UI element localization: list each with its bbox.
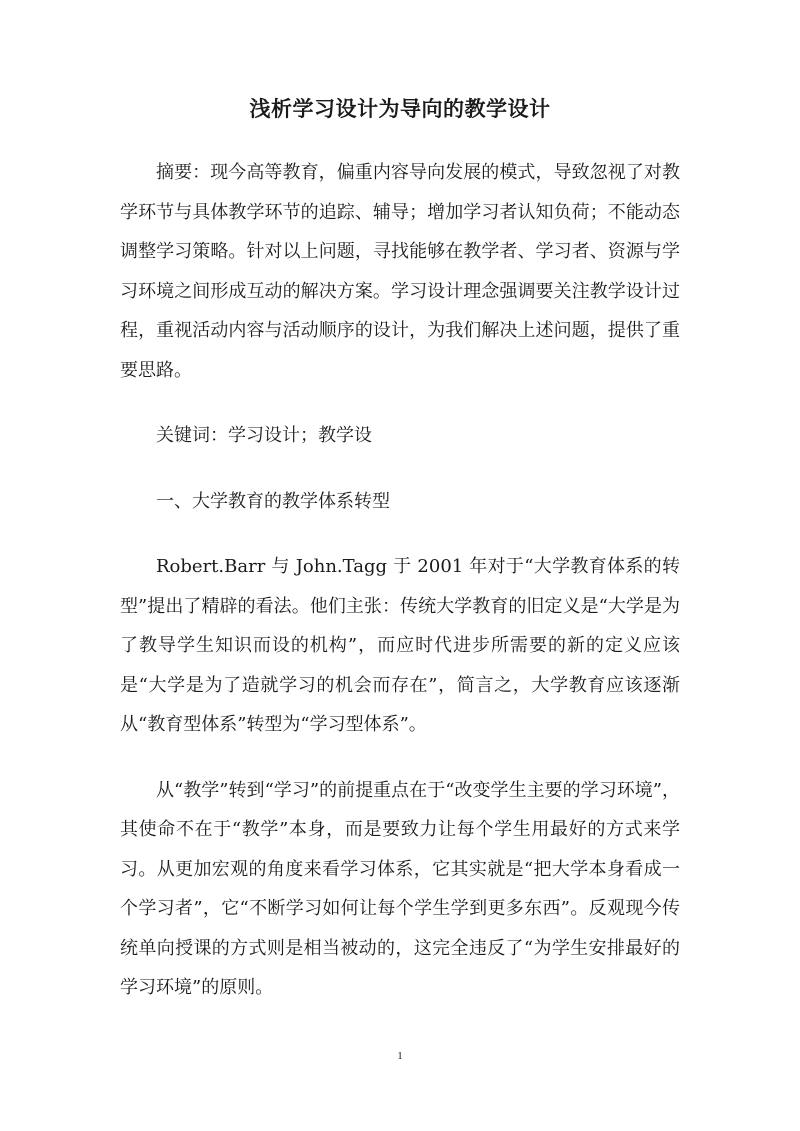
keywords-line: 关键词：学习设计；教学设: [156, 425, 372, 447]
section-heading: 一、大学教育的教学体系转型: [156, 490, 390, 512]
page-number: 1: [397, 1050, 403, 1062]
body-paragraph-1: Robert.Barr 与 John.Tagg 于 2001 年对于“大学教育体系的转型”提出了精辟的看法。他们主张：传统大学教育的旧定义是“大学是为了教导学生知识而设的机构”，而应时代进步所需要的新的定义应该是“大学是为了造就学习的机会而存在”，简言之，大学教育应该逐渐从“教育型体系”转型为“学习型体系”。: [120, 556, 680, 736]
document-title: 浅析学习设计为导向的教学设计: [249, 97, 551, 121]
body-paragraph-2: 从“教学”转到“学习”的前提重点在于“改变学生主要的学习环境”，其使命不在于“教学”本身，而是要致力让每个学生用最好的方式来学习。从更加宏观的角度来看学习体系，它其实就是“把大学本身看成一个学习者”，它“不断学习如何让每个学生学到更多东西”。反观现今传统单向授课的方式则是相当被动的，这完全违反了“为学生安排最好的学习环境”的原则。: [120, 779, 680, 999]
document-page: [120, 96, 680, 1034]
abstract-paragraph: 摘要：现今高等教育，偏重内容导向发展的模式，导致忽视了对教学环节与具体教学环节的追踪、辅导；增加学习者认知负荷；不能动态调整学习策略。针对以上问题，寻找能够在教学者、学习者、资源与学习环境之间形成互动的解决方案。学习设计理念强调要关注教学设计过程，重视活动内容与活动顺序的设计，为我们解决上述问题，提供了重要思路。: [120, 162, 680, 381]
